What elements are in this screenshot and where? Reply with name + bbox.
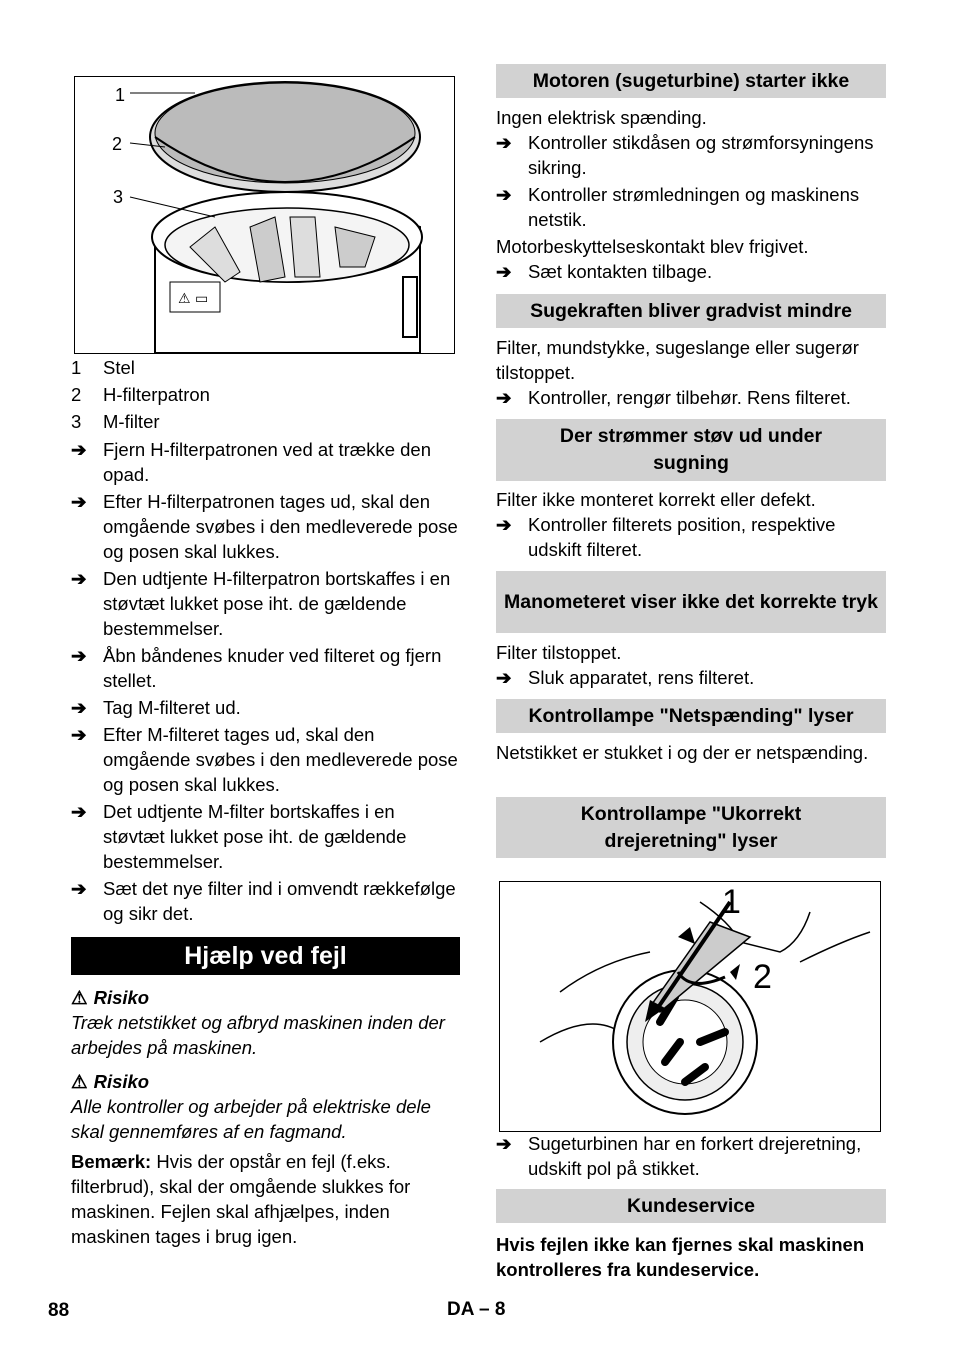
arrow-icon: ➔ [71, 491, 87, 512]
section-body-service: Hvis fejlen ikke kan fjernes skal maskinen kontrolleres fra kundeservice. [496, 1234, 865, 1280]
warning-block-1: ⚠ Risiko Træk netstikket og afbryd maskinen inden der arbejdes på maskinen. [71, 987, 445, 1058]
filter-figure [74, 76, 455, 354]
section-body-rotation-lamp: ➔ Sugeturbinen har en forkert drejeretning, udskift pol på stikket. [496, 1133, 862, 1179]
warning-icon: ⚠ [71, 987, 88, 1008]
figure-label-2: 2 [112, 134, 123, 154]
arrow-icon: ➔ [71, 878, 87, 899]
filter-illustration [75, 77, 454, 353]
arrow-icon: ➔ [496, 667, 512, 688]
arrow-icon: ➔ [496, 132, 512, 153]
section-head-suction: Sugekraften bliver gradvist mindre [496, 294, 886, 328]
plug-illustration [500, 882, 880, 1131]
section-head-motor: Motoren (sugeturbine) starter ikke [496, 64, 886, 98]
legend-item: 1 Stel [71, 357, 135, 378]
page-number: 88 [48, 1300, 70, 1321]
section-head-power-lamp: Kontrollampe "Netspænding" lyser [496, 699, 886, 733]
section-body-manometer: Filter tilstoppet. ➔ Sluk apparatet, rens filteret. [496, 642, 755, 688]
step-item: ➔ Tag M-filteret ud. [71, 697, 241, 718]
step-item: ➔ Sæt det nye filter ind i omvendt rækkefølge og sikr det. [71, 878, 456, 924]
figure-label-1: 1 [115, 85, 126, 105]
arrow-icon: ➔ [496, 387, 512, 408]
legend-item: 2 H-filterpatron [71, 384, 210, 405]
step-item: ➔ Det udtjente M-filter bortskaffes i en støvtæt lukket pose iht. de gældende bestemmelser. [71, 801, 407, 872]
plug-figure [499, 881, 881, 1132]
step-item: ➔ Åbn båndenes knuder ved filteret og fjern stellet. [71, 645, 442, 691]
svg-text:⚠ ▭: ⚠ ▭ [178, 291, 209, 307]
arrow-icon: ➔ [496, 261, 512, 282]
figure-label-3: 3 [113, 187, 124, 207]
section-body-power-lamp: Netstikket er stukket i og der er netspænding. [496, 742, 869, 763]
arrow-icon: ➔ [71, 568, 87, 589]
arrow-icon: ➔ [496, 184, 512, 205]
warning-block-2: ⚠ Risiko Alle kontroller og arbejder på elektriske dele skal gennemføres af en fagmand. [71, 1071, 431, 1142]
arrow-icon: ➔ [71, 645, 87, 666]
section-head-rotation-lamp: Kontrollampe "Ukorrekt drejeretning" lyser [496, 797, 886, 858]
note-paragraph: Bemærk: Hvis der opstår en fejl (f.eks. filterbrud), skal der omgående slukkes for maskinen. Fejlen skal afhjælpes, inden maskinen tages i brug igen. [71, 1151, 411, 1247]
section-head-service: Kundeservice [496, 1189, 886, 1223]
section-code: DA – 8 [447, 1299, 506, 1320]
arrow-icon: ➔ [496, 514, 512, 535]
step-item: ➔ Fjern H-filterpatronen ved at trække den opad. [71, 439, 432, 485]
warning-icon: ⚠ [71, 1071, 88, 1092]
arrow-icon: ➔ [71, 724, 87, 745]
figure-legend [71, 355, 460, 436]
arrow-icon: ➔ [71, 439, 87, 460]
arrow-icon: ➔ [496, 1133, 512, 1154]
section-body-dust: Filter ikke monteret korrekt eller defekt. ➔ Kontroller filterets position, respektive udskift filteret. [496, 489, 836, 560]
section-body-suction: Filter, mundstykke, sugeslange eller sugerør tilstoppet. ➔ Kontroller, rengør tilbehør. Rens filteret. [496, 337, 859, 408]
arrow-icon: ➔ [71, 801, 87, 822]
section-body-motor: Ingen elektrisk spænding. ➔ Kontroller stikdåsen og strømforsyningens sikring. ➔ Kontroller strømledningen og maskinens netstik. Motorbeskyttelseskontakt blev frigivet. ➔ Sæt kontakten tilbage. [496, 107, 874, 282]
figure-label-2: 2 [753, 958, 772, 996]
section-head-dust: Der strømmer støv ud under sugning [496, 419, 886, 481]
step-item: ➔ Efter M-filteret tages ud, skal den omgående svøbes i den medleverede pose og posen skal lukkes. [71, 724, 458, 795]
legend-item: 3 M-filter [71, 411, 160, 432]
figure-label-1: 1 [722, 883, 741, 921]
arrow-icon: ➔ [71, 697, 87, 718]
step-item: ➔ Den udtjente H-filterpatron bortskaffes i en støvtæt lukket pose iht. de gældende bestemmelser. [71, 568, 451, 639]
filter-steps [71, 437, 460, 928]
section-title-help: Hjælp ved fejl [71, 937, 460, 975]
section-head-manometer: Manometeret viser ikke det korrekte tryk [496, 571, 886, 633]
step-item: ➔ Efter H-filterpatronen tages ud, skal den omgående svøbes i den medleverede pose og posen skal lukkes. [71, 491, 458, 562]
